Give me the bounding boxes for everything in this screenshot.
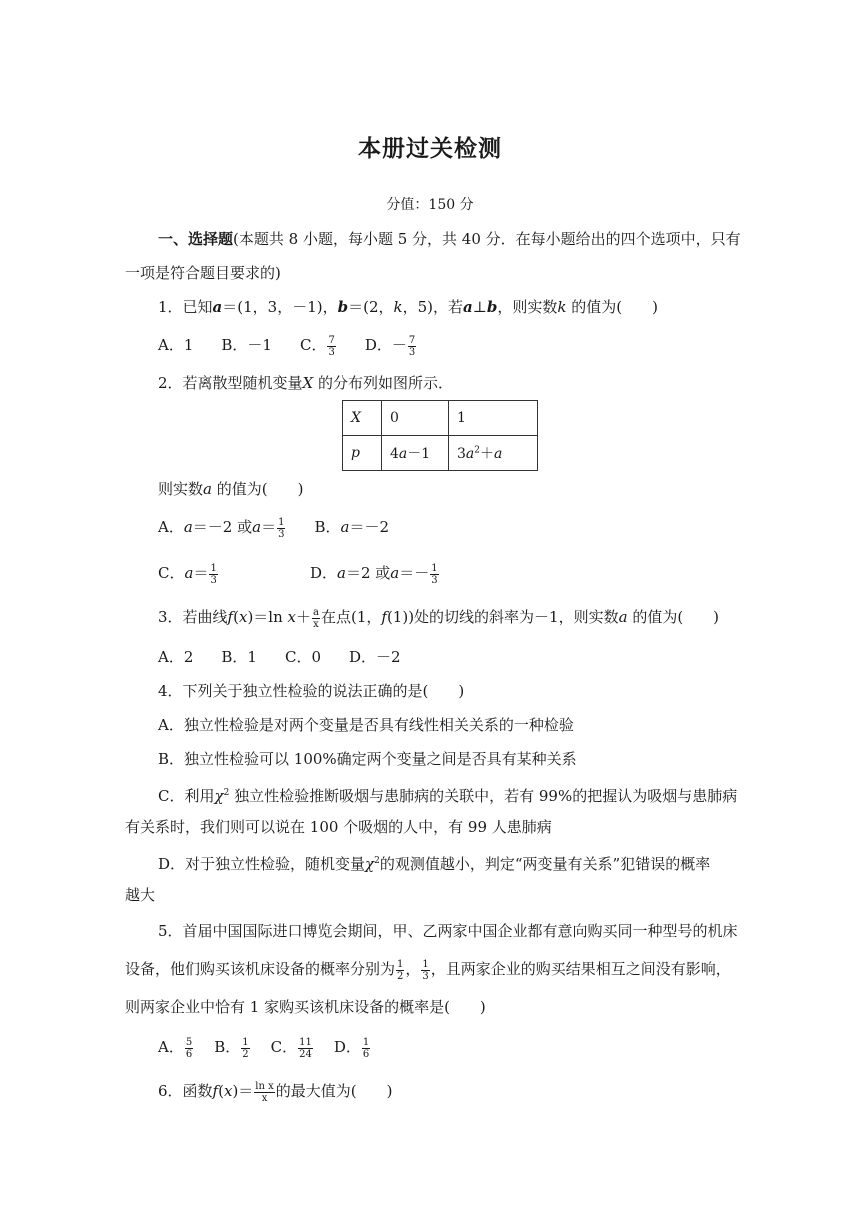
option-c: C．0 xyxy=(284,648,321,666)
score-label: 分值：150 分 xyxy=(386,197,474,213)
option-a: A．a＝－2 或a＝ $\frac{1}{3}$ xyxy=(158,516,285,540)
option-a: A．1 xyxy=(158,336,194,354)
question-2: 2．若离散型随机变量X 的分布列如图所示． xyxy=(158,374,454,392)
question-3: 3．若曲线f(x)＝ln x＋ $\frac{a}{x}$ 在点(1，f(1))处的切线的斜率为－1，则实数a 的值为( ) xyxy=(158,606,720,630)
section-desc: (本题共 8 小题，每小题 5 分，共 40 分．在每小题给出的四个选项中，只有 xyxy=(233,230,741,248)
distribution-table xyxy=(342,400,538,471)
table-row xyxy=(343,436,538,471)
question-6: 6．函数f(x)＝ $\frac{\text{ln x}}{x}$ 的最大值为( ) xyxy=(158,1080,393,1104)
option-c: C．利用$\chi^2$ 独立性检验推断吸烟与患肺病的关联中，若有 99%的把握认为吸烟与患肺病 xyxy=(158,787,738,805)
option-c: C． $\frac{11}{24}$ xyxy=(270,1036,312,1060)
section-desc-cont: 一项是符合题目要求的) xyxy=(125,264,281,282)
option-b: B．a＝－2 xyxy=(314,518,389,536)
table-cell: 4a－1 xyxy=(382,436,449,471)
table-cell: X xyxy=(343,401,382,436)
question-5-options xyxy=(158,1036,371,1060)
option-d: D． $\frac{1}{6}$ xyxy=(333,1036,370,1060)
table-cell: 1 xyxy=(449,401,538,436)
question-1: 1．已知a＝(1，3，－1)，b＝(2，k，5)，若a⊥b，则实数k 的值为( ) xyxy=(158,298,658,316)
option-d: D．－ $\frac{7}{3}$ xyxy=(364,334,416,358)
question-5-line3: 则两家企业中恰有 1 家购买该机床设备的概率是( ) xyxy=(125,998,486,1016)
question-3-options xyxy=(158,646,401,668)
question-5: 5．首届中国国际进口博览会期间，甲、乙两家中国企业都有意向购买同一种型号的机床 xyxy=(158,922,738,940)
option-c-cont: 有关系时，我们则可以说在 100 个吸烟的人中，有 99 人患肺病 xyxy=(125,818,552,836)
option-a: A．独立性检验是对两个变量是否具有线性相关关系的一种检验 xyxy=(158,716,574,734)
table-cell: $3a^2+a$ xyxy=(449,436,538,471)
table-row xyxy=(343,401,538,436)
option-b: B．独立性检验可以 100%确定两个变量之间是否具有某种关系 xyxy=(158,750,577,768)
option-d: D．－2 xyxy=(349,648,401,666)
question-2-options-row1 xyxy=(158,516,389,540)
option-b: B． $\frac{1}{2}$ xyxy=(214,1036,249,1060)
option-b: B．1 xyxy=(221,648,257,666)
question-5-line2: 设备，他们购买该机床设备的概率分别为 $\frac{1}{2}$ ， $\frac{1}{3}$ ，且两家企业的购买结果相互之间没有影响， xyxy=(125,958,731,982)
page-title: 本册过关检测 xyxy=(358,135,502,162)
option-d: D．a＝2 或a＝－ $\frac{1}{3}$ xyxy=(310,562,438,586)
option-b: B．－1 xyxy=(221,336,272,354)
option-d-cont: 越大 xyxy=(125,886,156,904)
option-a: A． $\frac{5}{6}$ xyxy=(158,1036,193,1060)
option-c: C． $\frac{7}{3}$ xyxy=(299,334,335,358)
option-c: C．a＝ $\frac{1}{3}$ xyxy=(158,562,217,586)
table-cell: 0 xyxy=(382,401,449,436)
vector-a: a xyxy=(212,298,223,316)
vector-b: b xyxy=(337,298,349,316)
option-a: A．2 xyxy=(158,648,194,666)
section-heading xyxy=(158,228,741,250)
question-4: 4．下列关于独立性检验的说法正确的是( ) xyxy=(158,682,465,700)
question-2-options-row2 xyxy=(158,562,440,586)
table-cell: p xyxy=(343,436,382,471)
section-title: 一、选择题 xyxy=(158,230,234,248)
option-d: D．对于独立性检验，随机变量$\chi^2$的观测值越小，判定“两变量有关系”犯错误的概率 xyxy=(158,855,711,873)
question-2-ask: 则实数a 的值为( ) xyxy=(158,480,304,498)
question-1-options xyxy=(158,334,417,358)
